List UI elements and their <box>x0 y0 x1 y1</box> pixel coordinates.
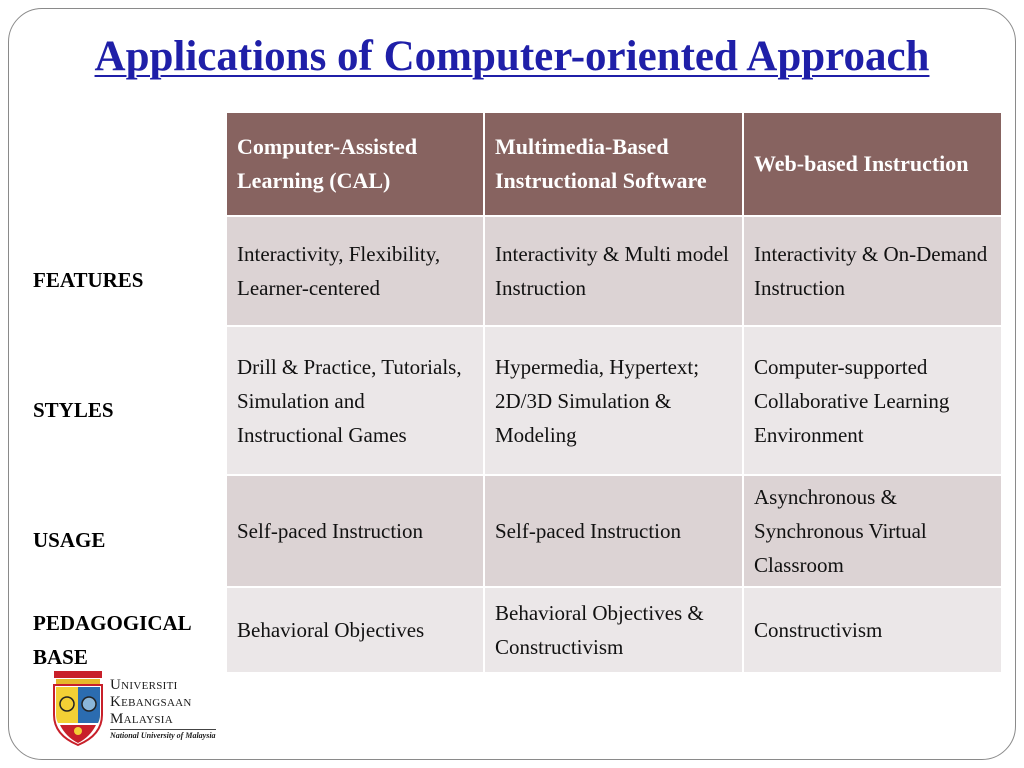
row-label-pedagogical-base: PEDAGOGICAL BASE <box>33 611 191 669</box>
table-cell: Interactivity & Multi model Instruction <box>485 217 742 325</box>
row-label-features: FEATURES <box>33 268 144 292</box>
table-cell: Behavioral Objectives & Constructivism <box>485 588 742 672</box>
table-cell: Interactivity, Flexibility, Learner-centered <box>227 217 483 325</box>
table-cell: Interactivity & On-Demand Instruction <box>744 217 1001 325</box>
header-cal: Computer-Assisted Learning (CAL) <box>227 113 483 215</box>
table-cell: Self-paced Instruction <box>485 476 742 586</box>
table-cell: Self-paced Instruction <box>227 476 483 586</box>
table-row <box>227 327 1001 474</box>
table-cell: Drill & Practice, Tutorials, Simulation and Instructional Games <box>227 327 483 474</box>
table-row <box>227 217 1001 325</box>
table-cell: Asynchronous & Synchronous Virtual Classroom <box>744 476 1001 586</box>
table-row <box>227 476 1001 586</box>
table-cell: Hypermedia, Hypertext; 2D/3D Simulation & Modeling <box>485 327 742 474</box>
header-web-based: Web-based Instruction <box>744 113 1001 215</box>
logo-subtitle: National University of Malaysia <box>110 731 216 740</box>
logo-line: Malaysia <box>110 711 174 727</box>
row-label-styles: STYLES <box>33 398 114 422</box>
table-cell: Computer-supported Collaborative Learning Environment <box>744 327 1001 474</box>
logo-line: Universiti <box>110 677 178 693</box>
crest-icon <box>50 669 106 749</box>
university-logo <box>50 669 235 749</box>
table-row <box>227 588 1001 672</box>
comparison-table <box>225 111 1003 674</box>
logo-text <box>110 677 192 728</box>
logo-line: Kebangsaan <box>110 694 192 710</box>
row-label-usage: USAGE <box>33 528 106 552</box>
header-multimedia: Multimedia-Based Instructional Software <box>485 113 742 215</box>
table-header-row <box>227 113 1001 215</box>
slide-title: Applications of Computer-oriented Approach <box>94 33 930 80</box>
table-cell: Behavioral Objectives <box>227 588 483 672</box>
table-cell: Constructivism <box>744 588 1001 672</box>
